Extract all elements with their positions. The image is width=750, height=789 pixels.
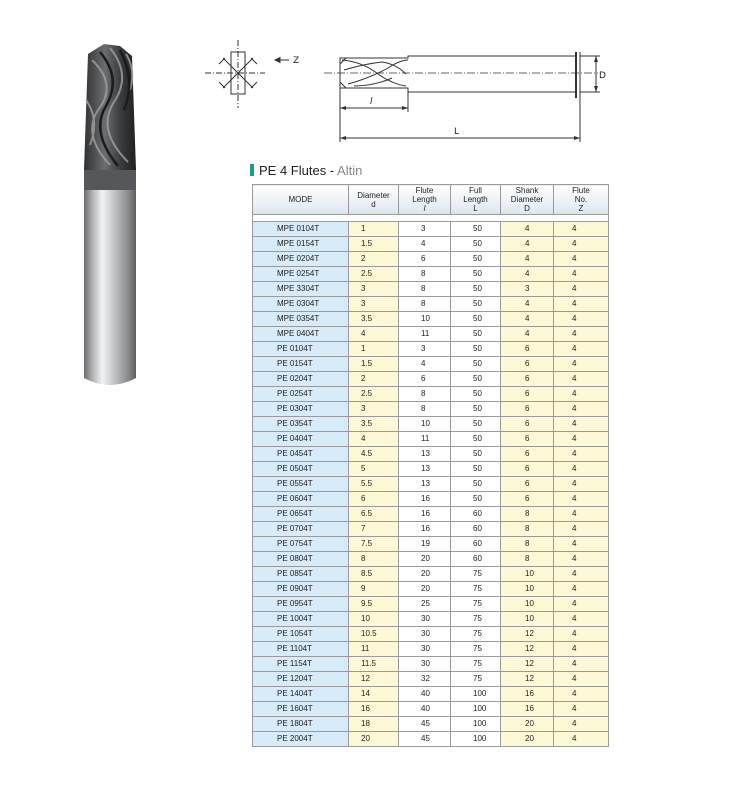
cell-mode: PE 1804T: [253, 717, 349, 732]
cell-flute-no: 4: [554, 417, 609, 432]
cell-flute-no: 4: [554, 687, 609, 702]
cell-mode: PE 0204T: [253, 372, 349, 387]
cell-full-length: 75: [451, 657, 501, 672]
end-mill-photo: [70, 40, 150, 390]
cell-flute-length: 4: [399, 237, 451, 252]
cell-diameter: 8.5: [349, 567, 399, 582]
table-row: [253, 462, 609, 477]
table-row: [253, 357, 609, 372]
cell-full-length: 60: [451, 522, 501, 537]
table-row: [253, 297, 609, 312]
cell-flute-no: 4: [554, 522, 609, 537]
table-body: [253, 215, 609, 747]
cell-shank-diameter: 12: [501, 642, 554, 657]
table-row: [253, 732, 609, 747]
cell-full-length: 75: [451, 672, 501, 687]
cell-diameter: 9: [349, 582, 399, 597]
cell-flute-length: 6: [399, 372, 451, 387]
cell-full-length: 50: [451, 372, 501, 387]
cell-flute-length: 11: [399, 327, 451, 342]
cell-full-length: 75: [451, 567, 501, 582]
cell-flute-length: 8: [399, 267, 451, 282]
cell-full-length: 50: [451, 222, 501, 237]
cell-flute-no: 4: [554, 282, 609, 297]
cell-flute-length: 30: [399, 642, 451, 657]
cell-diameter: 1: [349, 222, 399, 237]
cell-mode: PE 0704T: [253, 522, 349, 537]
cell-diameter: 12: [349, 672, 399, 687]
spec-table: [252, 184, 609, 747]
cell-diameter: 14: [349, 687, 399, 702]
cell-mode: MPE 0254T: [253, 267, 349, 282]
cell-diameter: 3: [349, 282, 399, 297]
cell-flute-length: 20: [399, 582, 451, 597]
side-view-drawing: [318, 42, 608, 152]
table-header-row: [253, 185, 609, 215]
cell-flute-no: 4: [554, 702, 609, 717]
table-row: [253, 717, 609, 732]
cell-mode: PE 1154T: [253, 657, 349, 672]
cell-shank-diameter: 8: [501, 522, 554, 537]
table-row: [253, 402, 609, 417]
cell-shank-diameter: 10: [501, 612, 554, 627]
cell-diameter: 2: [349, 372, 399, 387]
cell-full-length: 50: [451, 477, 501, 492]
cell-flute-no: 4: [554, 237, 609, 252]
cell-mode: MPE 0404T: [253, 327, 349, 342]
cell-flute-no: 4: [554, 732, 609, 747]
cell-diameter: 7: [349, 522, 399, 537]
cell-diameter: 16: [349, 702, 399, 717]
cell-diameter: 3.5: [349, 417, 399, 432]
cell-full-length: 50: [451, 447, 501, 462]
cell-flute-length: 16: [399, 522, 451, 537]
cell-diameter: 11.5: [349, 657, 399, 672]
cell-shank-diameter: 6: [501, 357, 554, 372]
table-row: [253, 612, 609, 627]
cell-diameter: 3.5: [349, 312, 399, 327]
cell-diameter: 6: [349, 492, 399, 507]
cell-shank-diameter: 8: [501, 537, 554, 552]
cell-flute-no: 4: [554, 552, 609, 567]
cell-diameter: 18: [349, 717, 399, 732]
cell-flute-length: 45: [399, 732, 451, 747]
table-row: [253, 282, 609, 297]
table-row: [253, 567, 609, 582]
cell-flute-no: 4: [554, 252, 609, 267]
cell-full-length: 75: [451, 627, 501, 642]
cell-full-length: 50: [451, 252, 501, 267]
table-row: [253, 552, 609, 567]
cell-flute-length: 20: [399, 552, 451, 567]
cell-flute-length: 3: [399, 342, 451, 357]
cell-flute-length: 25: [399, 597, 451, 612]
cell-flute-no: 4: [554, 312, 609, 327]
cell-diameter: 2: [349, 252, 399, 267]
table-row: [253, 492, 609, 507]
cell-mode: PE 0154T: [253, 357, 349, 372]
cell-mode: PE 1404T: [253, 687, 349, 702]
cell-mode: PE 0454T: [253, 447, 349, 462]
cell-full-length: 75: [451, 642, 501, 657]
cell-mode: PE 1104T: [253, 642, 349, 657]
cell-flute-length: 40: [399, 687, 451, 702]
cell-full-length: 75: [451, 597, 501, 612]
cell-mode: PE 0804T: [253, 552, 349, 567]
cell-diameter: 10.5: [349, 627, 399, 642]
cell-shank-diameter: 4: [501, 237, 554, 252]
table-row: [253, 582, 609, 597]
cell-mode: PE 1604T: [253, 702, 349, 717]
cell-flute-no: 4: [554, 267, 609, 282]
cell-flute-length: 11: [399, 432, 451, 447]
cell-mode: PE 0904T: [253, 582, 349, 597]
cell-mode: PE 1054T: [253, 627, 349, 642]
cell-shank-diameter: 6: [501, 417, 554, 432]
cell-flute-no: 4: [554, 327, 609, 342]
cell-full-length: 60: [451, 552, 501, 567]
cell-mode: PE 0354T: [253, 417, 349, 432]
cell-diameter: 11: [349, 642, 399, 657]
cell-flute-length: 20: [399, 567, 451, 582]
cell-flute-length: 8: [399, 282, 451, 297]
cell-flute-no: 4: [554, 567, 609, 582]
cell-diameter: 10: [349, 612, 399, 627]
cell-flute-length: 30: [399, 627, 451, 642]
cell-mode: PE 0954T: [253, 597, 349, 612]
cell-full-length: 60: [451, 507, 501, 522]
cell-mode: PE 2004T: [253, 732, 349, 747]
cell-flute-length: 13: [399, 477, 451, 492]
table-row: [253, 537, 609, 552]
cell-full-length: 75: [451, 582, 501, 597]
cell-shank-diameter: 4: [501, 297, 554, 312]
cell-flute-no: 4: [554, 642, 609, 657]
cell-flute-no: 4: [554, 582, 609, 597]
cell-full-length: 100: [451, 717, 501, 732]
z-label: Z: [293, 56, 300, 66]
end-view-drawing: [205, 38, 315, 113]
table-row: [253, 222, 609, 237]
cell-shank-diameter: 8: [501, 552, 554, 567]
cell-flute-length: 8: [399, 402, 451, 417]
cell-full-length: 60: [451, 537, 501, 552]
cell-full-length: 50: [451, 492, 501, 507]
cell-flute-length: 40: [399, 702, 451, 717]
cell-full-length: 50: [451, 237, 501, 252]
cell-shank-diameter: 4: [501, 267, 554, 282]
cell-full-length: 50: [451, 282, 501, 297]
table-row: [253, 657, 609, 672]
cell-shank-diameter: 3: [501, 282, 554, 297]
cell-mode: MPE 0304T: [253, 297, 349, 312]
cell-shank-diameter: 4: [501, 222, 554, 237]
cell-full-length: 50: [451, 342, 501, 357]
table-row: [253, 312, 609, 327]
cell-diameter: 5: [349, 462, 399, 477]
l-label: l: [370, 97, 373, 107]
cell-flute-length: 8: [399, 387, 451, 402]
cell-diameter: 1: [349, 342, 399, 357]
L-label: L: [454, 127, 460, 137]
header-flute-no: Flute No. Z: [554, 185, 609, 215]
cell-mode: PE 1204T: [253, 672, 349, 687]
cell-shank-diameter: 8: [501, 507, 554, 522]
cell-full-length: 50: [451, 432, 501, 447]
cell-diameter: 2.5: [349, 387, 399, 402]
cell-full-length: 50: [451, 462, 501, 477]
cell-flute-length: 30: [399, 657, 451, 672]
cell-diameter: 6.5: [349, 507, 399, 522]
cell-flute-no: 4: [554, 447, 609, 462]
cell-shank-diameter: 10: [501, 597, 554, 612]
cell-flute-no: 4: [554, 612, 609, 627]
cell-flute-length: 10: [399, 417, 451, 432]
cell-shank-diameter: 6: [501, 387, 554, 402]
cell-diameter: 4: [349, 432, 399, 447]
cell-mode: MPE 0104T: [253, 222, 349, 237]
cell-diameter: 8: [349, 552, 399, 567]
cell-flute-no: 4: [554, 462, 609, 477]
cell-shank-diameter: 10: [501, 582, 554, 597]
cell-shank-diameter: 20: [501, 717, 554, 732]
cell-shank-diameter: 16: [501, 702, 554, 717]
cell-flute-no: 4: [554, 357, 609, 372]
cell-flute-length: 6: [399, 252, 451, 267]
cell-flute-no: 4: [554, 492, 609, 507]
table-row: [253, 642, 609, 657]
cell-shank-diameter: 6: [501, 492, 554, 507]
cell-mode: MPE 0354T: [253, 312, 349, 327]
cell-full-length: 50: [451, 327, 501, 342]
table-row: [253, 267, 609, 282]
cell-shank-diameter: 12: [501, 657, 554, 672]
cell-shank-diameter: 4: [501, 252, 554, 267]
cell-shank-diameter: 4: [501, 312, 554, 327]
cell-diameter: 3: [349, 402, 399, 417]
cell-flute-length: 30: [399, 612, 451, 627]
cell-shank-diameter: 16: [501, 687, 554, 702]
cell-flute-length: 3: [399, 222, 451, 237]
cell-full-length: 75: [451, 612, 501, 627]
header-mode: MODE: [253, 185, 349, 215]
section-heading: [250, 163, 362, 179]
cell-flute-no: 4: [554, 222, 609, 237]
cell-flute-length: 4: [399, 357, 451, 372]
cell-flute-length: 19: [399, 537, 451, 552]
cell-diameter: 9.5: [349, 597, 399, 612]
cell-shank-diameter: 12: [501, 672, 554, 687]
header-flute-length: Flute Length l: [399, 185, 451, 215]
cell-flute-length: 10: [399, 312, 451, 327]
cell-mode: MPE 0154T: [253, 237, 349, 252]
cell-flute-no: 4: [554, 597, 609, 612]
cell-mode: PE 0304T: [253, 402, 349, 417]
cell-flute-no: 4: [554, 657, 609, 672]
cell-shank-diameter: 4: [501, 327, 554, 342]
cell-flute-no: 4: [554, 537, 609, 552]
cell-shank-diameter: 6: [501, 432, 554, 447]
cell-mode: PE 0404T: [253, 432, 349, 447]
cell-flute-no: 4: [554, 672, 609, 687]
cell-full-length: 50: [451, 417, 501, 432]
table-row: [253, 387, 609, 402]
table-row: [253, 507, 609, 522]
cell-full-length: 50: [451, 312, 501, 327]
cell-shank-diameter: 12: [501, 627, 554, 642]
cell-full-length: 100: [451, 732, 501, 747]
cell-shank-diameter: 6: [501, 342, 554, 357]
cell-diameter: 4.5: [349, 447, 399, 462]
table-row: [253, 522, 609, 537]
cell-diameter: 7.5: [349, 537, 399, 552]
cell-flute-length: 8: [399, 297, 451, 312]
cell-mode: PE 0604T: [253, 492, 349, 507]
cell-flute-no: 4: [554, 477, 609, 492]
cell-mode: PE 0654T: [253, 507, 349, 522]
cell-flute-no: 4: [554, 372, 609, 387]
cell-flute-no: 4: [554, 717, 609, 732]
cell-mode: PE 0504T: [253, 462, 349, 477]
cell-full-length: 100: [451, 702, 501, 717]
cell-full-length: 50: [451, 402, 501, 417]
header-diameter: Diameter d: [349, 185, 399, 215]
cell-diameter: 4: [349, 327, 399, 342]
cell-shank-diameter: 6: [501, 402, 554, 417]
heading-title: PE 4 Flutes -: [259, 163, 338, 178]
cell-full-length: 50: [451, 387, 501, 402]
cell-mode: MPE 3304T: [253, 282, 349, 297]
cell-full-length: 50: [451, 267, 501, 282]
cell-diameter: 3: [349, 297, 399, 312]
table-row: [253, 687, 609, 702]
cell-flute-no: 4: [554, 507, 609, 522]
cell-mode: PE 0854T: [253, 567, 349, 582]
cell-flute-no: 4: [554, 432, 609, 447]
cell-shank-diameter: 10: [501, 567, 554, 582]
heading-coating: Altin: [337, 163, 363, 178]
cell-flute-no: 4: [554, 402, 609, 417]
cell-mode: PE 1004T: [253, 612, 349, 627]
cell-flute-length: 32: [399, 672, 451, 687]
cell-flute-length: 16: [399, 507, 451, 522]
cell-flute-length: 16: [399, 492, 451, 507]
table-row: [253, 327, 609, 342]
table-row: [253, 342, 609, 357]
cell-mode: PE 0254T: [253, 387, 349, 402]
table-row: [253, 432, 609, 447]
table-row: [253, 597, 609, 612]
table-row: [253, 627, 609, 642]
cell-flute-length: 45: [399, 717, 451, 732]
cell-mode: PE 0554T: [253, 477, 349, 492]
cell-mode: PE 0754T: [253, 537, 349, 552]
header-full-length: Full Length L: [451, 185, 501, 215]
table-row: [253, 417, 609, 432]
header-shank-diameter: Shank Diameter D: [501, 185, 554, 215]
cell-flute-length: 13: [399, 447, 451, 462]
cell-flute-no: 4: [554, 387, 609, 402]
cell-diameter: 1.5: [349, 357, 399, 372]
D-label: D: [599, 71, 606, 81]
table-row: [253, 702, 609, 717]
cell-flute-no: 4: [554, 627, 609, 642]
cell-diameter: 20: [349, 732, 399, 747]
table-row: [253, 447, 609, 462]
cell-shank-diameter: 6: [501, 372, 554, 387]
table-row: [253, 237, 609, 252]
cell-flute-no: 4: [554, 342, 609, 357]
cell-mode: MPE 0204T: [253, 252, 349, 267]
cell-mode: PE 0104T: [253, 342, 349, 357]
header-spacer: [253, 215, 609, 222]
heading-accent-bar: [250, 164, 254, 176]
cell-full-length: 100: [451, 687, 501, 702]
cell-diameter: 2.5: [349, 267, 399, 282]
cell-full-length: 50: [451, 357, 501, 372]
cell-shank-diameter: 6: [501, 462, 554, 477]
table-row: [253, 672, 609, 687]
cell-full-length: 50: [451, 297, 501, 312]
table-row: [253, 252, 609, 267]
cell-shank-diameter: 6: [501, 447, 554, 462]
cell-shank-diameter: 20: [501, 732, 554, 747]
cell-diameter: 1.5: [349, 237, 399, 252]
cell-flute-length: 13: [399, 462, 451, 477]
cell-diameter: 5.5: [349, 477, 399, 492]
cell-flute-no: 4: [554, 297, 609, 312]
table-row: [253, 372, 609, 387]
table-row: [253, 477, 609, 492]
cell-shank-diameter: 6: [501, 477, 554, 492]
